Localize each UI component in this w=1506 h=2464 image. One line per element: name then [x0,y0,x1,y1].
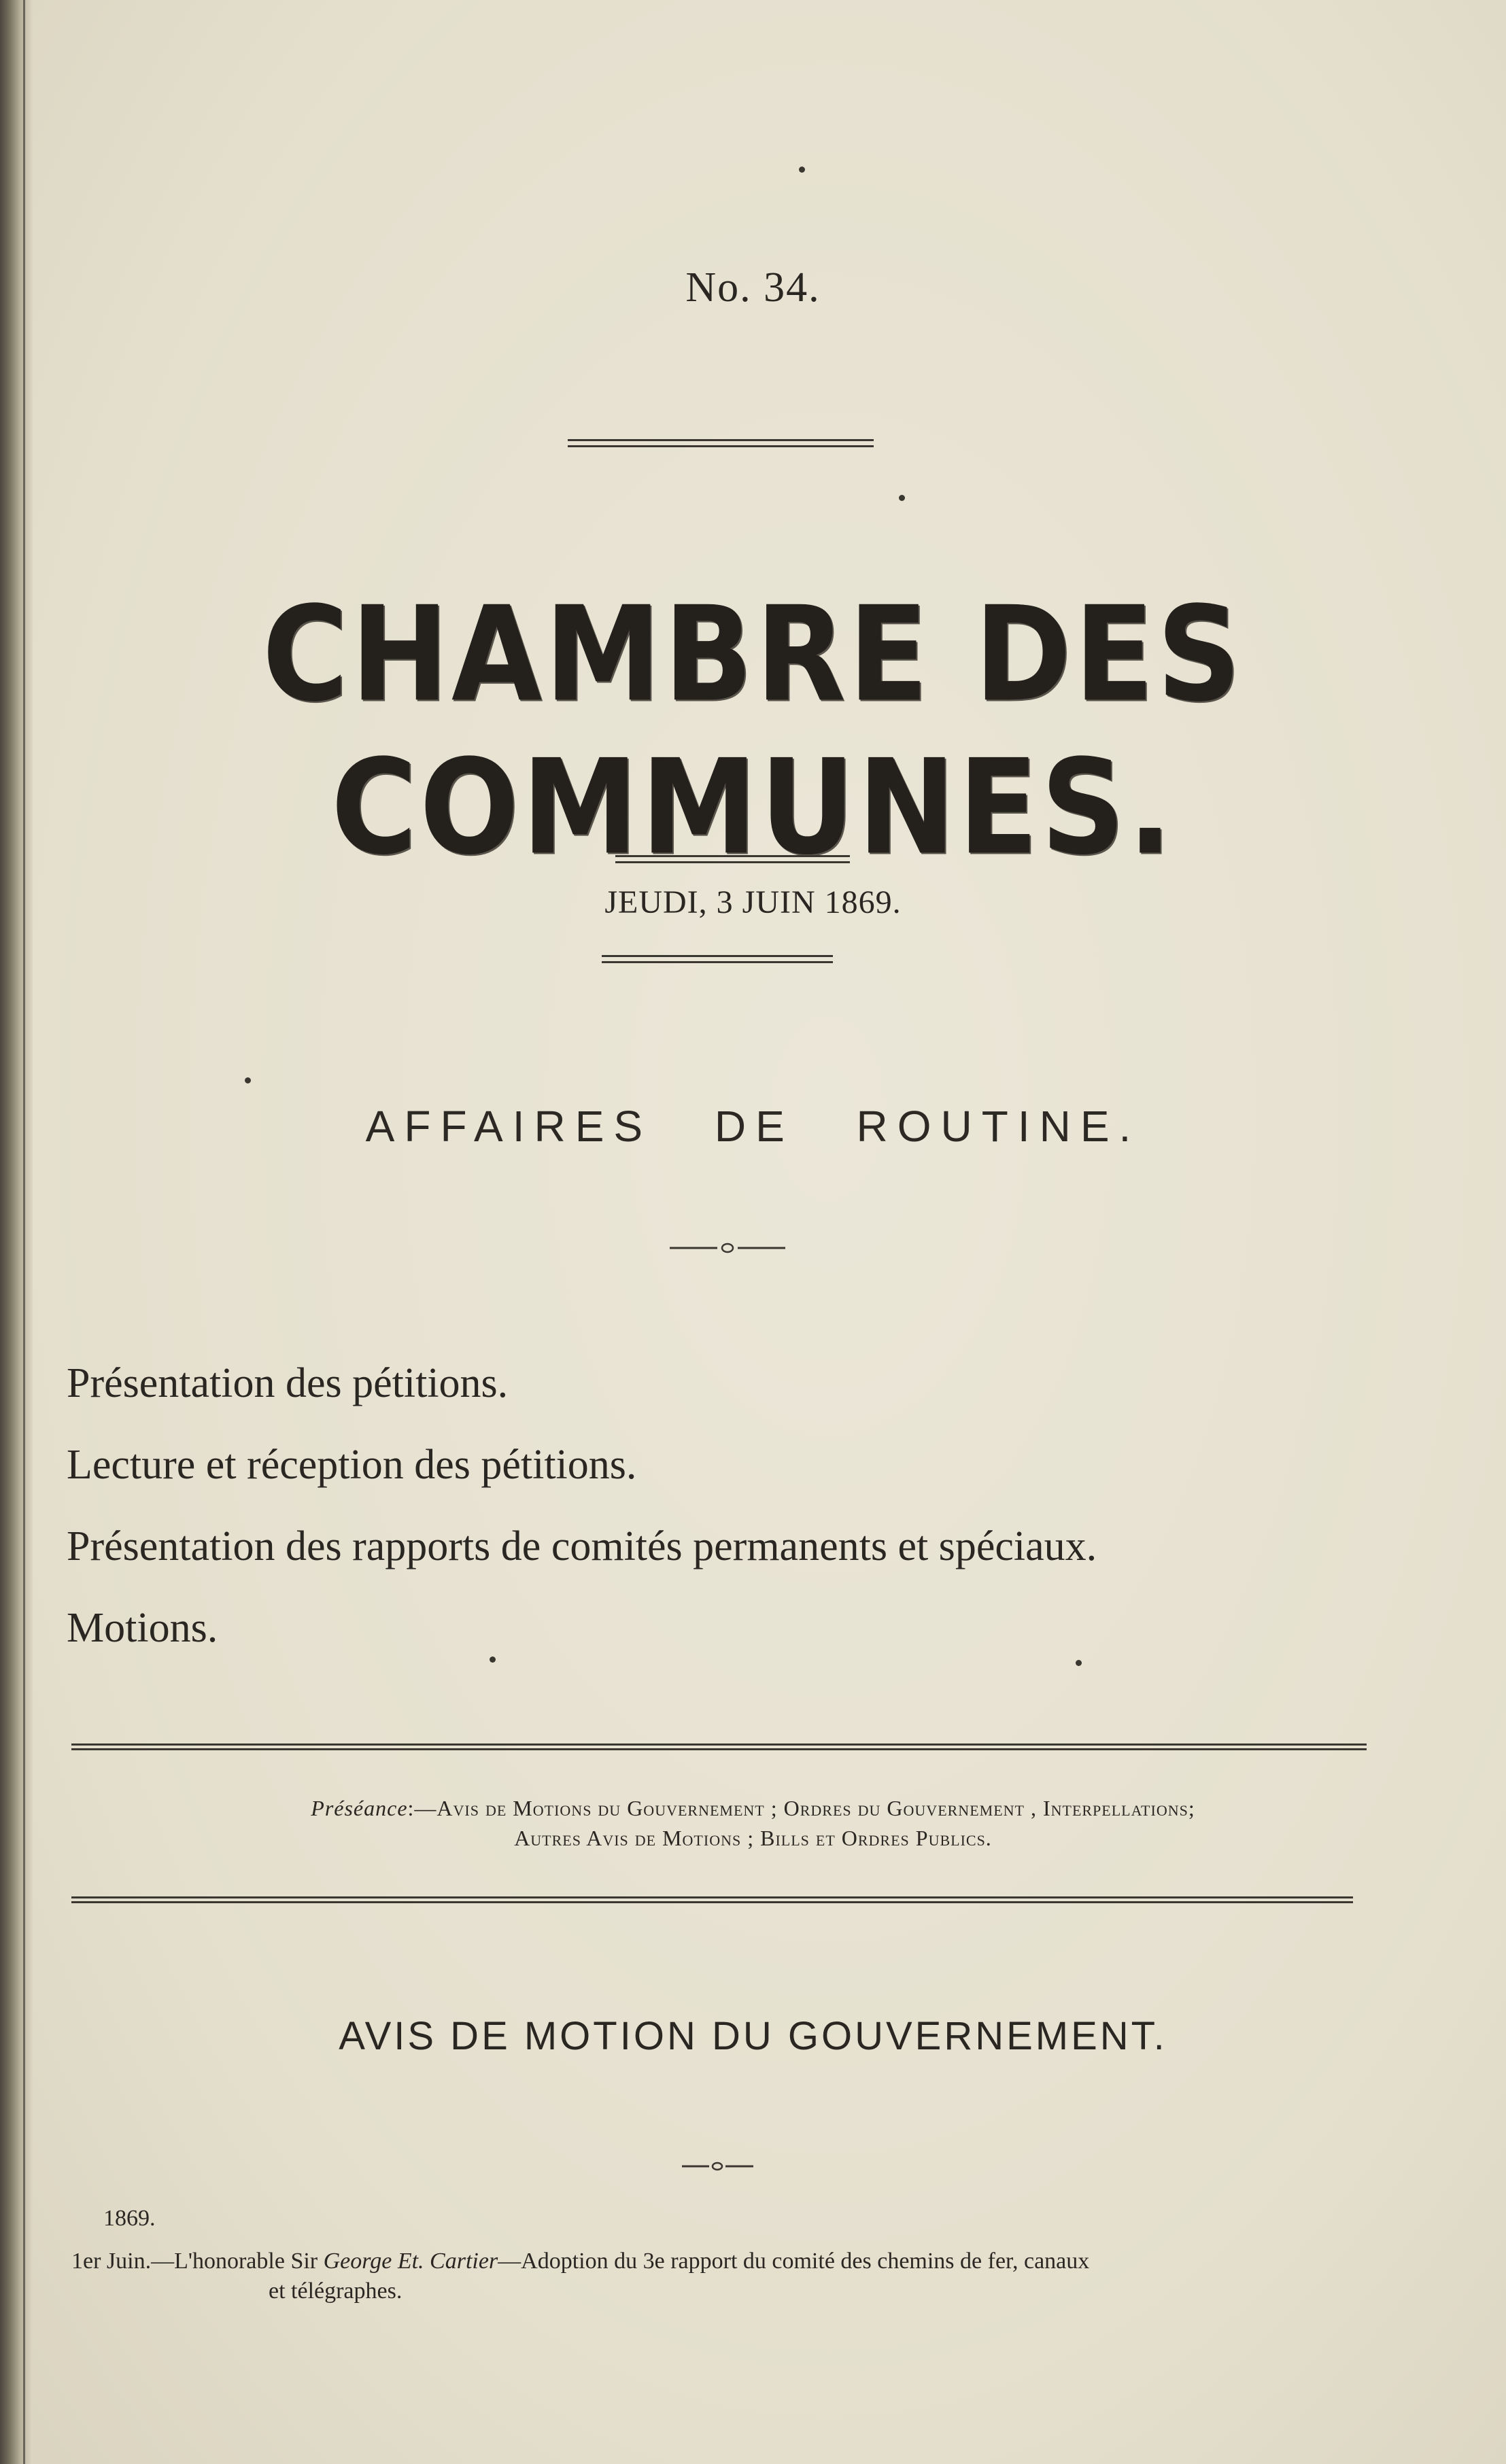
motion-notice [71,2246,1377,2306]
precedence-note [0,1793,1506,1853]
list-item: Lecture et réception des pétitions. [67,1442,637,1488]
sitting-date: JEUDI, 3 JUIN 1869. [604,884,902,920]
double-rule [568,439,874,447]
list-item: Présentation des pétitions. [67,1360,509,1406]
mover-name: George Et. Cartier [323,2249,498,2274]
document-title: CHAMBRE DES COMMUNES. [262,578,1244,884]
ornament-divider [682,2159,753,2173]
double-rule [602,955,833,963]
notice-date: 1er Juin.— [71,2249,175,2274]
double-rule [71,1743,1367,1750]
double-rule [71,1896,1353,1903]
ink-speck [245,1077,251,1083]
notice-year: 1869. [103,2206,156,2231]
ink-speck [899,495,905,501]
routine-items-list [67,1342,1097,1669]
notice-text: —Adoption du 3e rapport du comité des chemins de fer, canaux [498,2249,1090,2274]
mover-prefix: L'honorable Sir [174,2249,324,2274]
precedence-label: Préséance [311,1796,408,1820]
double-rule [615,855,850,863]
list-item: Présentation des rapports de comités permanents et spéciaux. [67,1523,1097,1569]
spine-rule [23,0,25,2464]
issue-number: No. 34. [685,264,821,311]
notice-heading: AVIS DE MOTION DU GOUVERNEMENT. [339,2014,1167,2058]
notice-text-continued: et télégraphes. [269,2278,403,2304]
page-spine [0,0,33,2464]
precedence-line-1: :—Avis de Motions du Gouvernement ; Ordres du Gouvernement , Interpellations; [407,1796,1195,1820]
list-item: Motions. [67,1605,218,1651]
precedence-line-2: Autres Avis de Motions ; Bills et Ordres Publics. [514,1826,992,1850]
ornament-divider [670,1241,785,1255]
ink-speck [799,167,805,173]
section-heading: AFFAIRES DE ROUTINE. [365,1102,1141,1151]
